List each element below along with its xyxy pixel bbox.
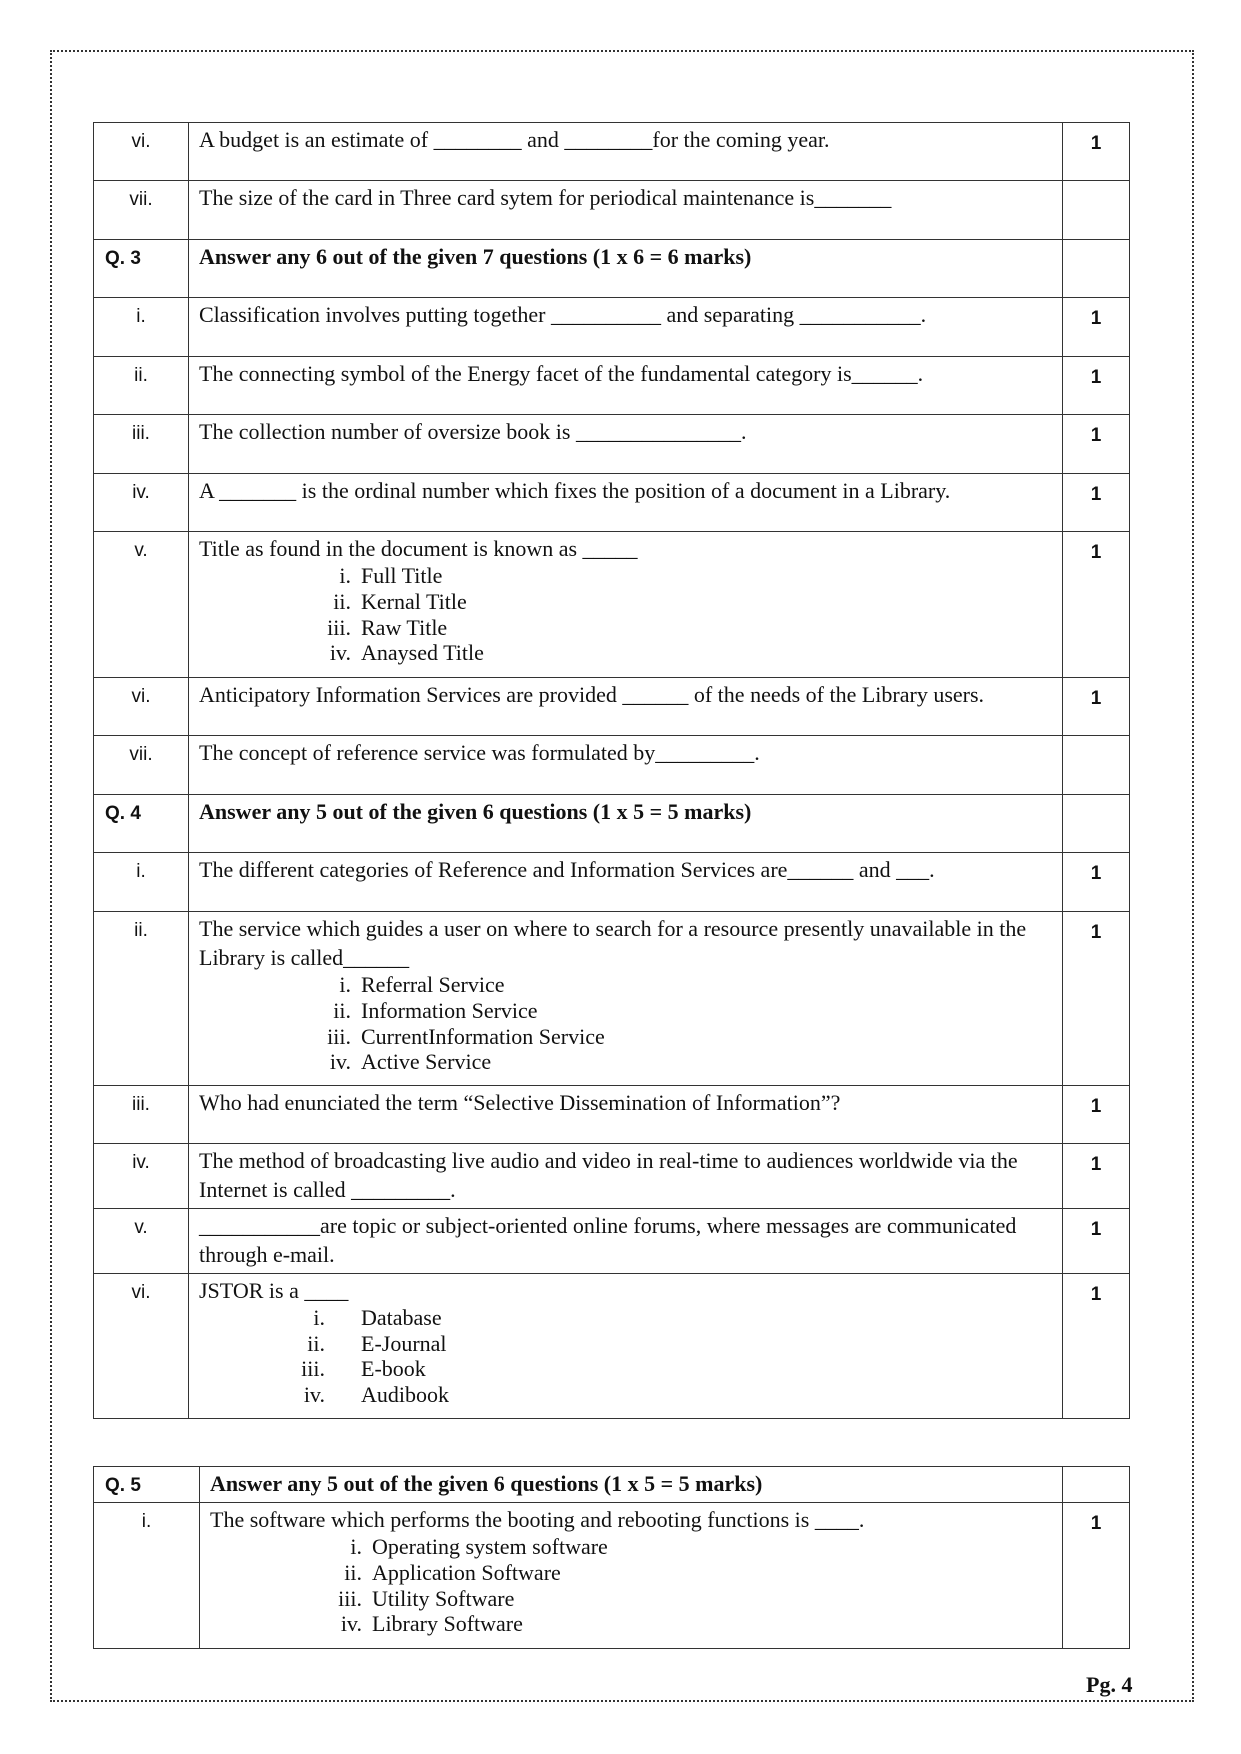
question-row xyxy=(94,474,1130,532)
question-text: Anticipatory Information Services are provided ______ of the needs of the Library users. xyxy=(199,682,985,707)
option-item xyxy=(199,1049,1052,1075)
option-item xyxy=(199,998,1052,1024)
question-number: vii. xyxy=(94,736,189,795)
marks-cell xyxy=(1063,1467,1130,1503)
question-row xyxy=(94,1209,1130,1274)
marks-cell: 1 xyxy=(1063,1209,1130,1274)
question-row xyxy=(94,532,1130,678)
option-text: Kernal Title xyxy=(361,588,467,614)
option-number: iii. xyxy=(327,1023,351,1049)
question-row xyxy=(94,1274,1130,1419)
option-number: ii. xyxy=(333,997,351,1023)
question-number: ii. xyxy=(94,357,189,415)
option-number: iv. xyxy=(329,640,351,666)
marks-cell: 1 xyxy=(1063,1086,1130,1144)
option-text: Application Software xyxy=(372,1559,561,1585)
question-row xyxy=(94,1144,1130,1209)
question-row xyxy=(94,357,1130,415)
question-text-cell xyxy=(189,532,1063,678)
question-text: The connecting symbol of the Energy facet of the fundamental category is______. xyxy=(199,361,924,386)
option-item xyxy=(199,1305,1052,1331)
marks-cell: 1 xyxy=(1063,474,1130,532)
question-number: i. xyxy=(94,298,189,357)
option-text: Anaysed Title xyxy=(361,640,484,666)
question-text: The collection number of oversize book is _______________. xyxy=(199,419,747,444)
option-text: Raw Title xyxy=(361,614,448,640)
question-number: iv. xyxy=(94,1144,189,1209)
question-text-cell xyxy=(189,474,1063,532)
question-number: Q. 4 xyxy=(94,795,189,853)
question-text-cell xyxy=(189,853,1063,912)
question-number: iii. xyxy=(94,1086,189,1144)
question-number: vi. xyxy=(94,1274,189,1419)
question-text: The software which performs the booting and rebooting functions is ____. xyxy=(210,1507,865,1532)
question-number: iv. xyxy=(94,474,189,532)
question-text-cell xyxy=(189,912,1063,1086)
question-text-cell xyxy=(200,1503,1063,1649)
marks-cell: 1 xyxy=(1063,357,1130,415)
question-number: i. xyxy=(94,853,189,912)
question-row xyxy=(94,181,1130,240)
question-text-cell xyxy=(189,678,1063,736)
option-number: iv. xyxy=(303,1381,325,1407)
marks-cell: 1 xyxy=(1063,1503,1130,1649)
option-number: iv. xyxy=(340,1611,362,1637)
question-text: The service which guides a user on where to search for a resource presently unavailable in the Library is called______ xyxy=(199,916,1027,970)
option-text: Database xyxy=(361,1305,442,1330)
question-text: ___________are topic or subject-oriented online forums, where messages are communicated through e-mail. xyxy=(199,1213,1017,1267)
question-number: v. xyxy=(94,1209,189,1274)
option-number: ii. xyxy=(307,1330,325,1356)
option-item xyxy=(199,563,1052,589)
question-row xyxy=(94,415,1130,474)
question-row xyxy=(94,736,1130,795)
option-item xyxy=(199,589,1052,615)
question-text-cell xyxy=(189,1274,1063,1419)
marks-cell: 1 xyxy=(1063,912,1130,1086)
marks-cell xyxy=(1063,795,1130,853)
question-text: A _______ is the ordinal number which fixes the position of a document in a Library. xyxy=(199,478,951,503)
marks-cell xyxy=(1063,240,1130,298)
option-item xyxy=(210,1611,1052,1637)
question-text-cell xyxy=(189,415,1063,474)
marks-cell xyxy=(1063,181,1130,240)
question-number: ii. xyxy=(94,912,189,1086)
options-list xyxy=(210,1534,1052,1637)
section-heading xyxy=(200,1467,1063,1503)
option-item xyxy=(199,972,1052,998)
question-row xyxy=(94,853,1130,912)
section-heading xyxy=(189,240,1063,298)
question-row xyxy=(94,298,1130,357)
option-text: Library Software xyxy=(372,1611,523,1637)
question-text: Title as found in the document is known as _____ xyxy=(199,536,638,561)
option-number: i. xyxy=(350,1534,362,1559)
marks-cell: 1 xyxy=(1063,1274,1130,1419)
question-number: vi. xyxy=(94,123,189,181)
option-number: iii. xyxy=(301,1356,325,1381)
question-table-1 xyxy=(93,122,1130,1419)
option-item xyxy=(199,615,1052,641)
option-text: Full Title xyxy=(361,563,443,588)
option-item xyxy=(210,1534,1052,1560)
question-number: v. xyxy=(94,532,189,678)
question-table-2 xyxy=(93,1466,1130,1649)
option-item xyxy=(199,640,1052,666)
question-text: JSTOR is a ____ xyxy=(199,1278,349,1303)
option-text: E-book xyxy=(361,1356,426,1381)
question-text-cell xyxy=(189,736,1063,795)
question-number: iii. xyxy=(94,415,189,474)
question-number: vi. xyxy=(94,678,189,736)
options-list xyxy=(199,563,1052,666)
question-text: Classification involves putting together __________ and separating ___________. xyxy=(199,302,927,327)
option-text: Operating system software xyxy=(372,1534,608,1559)
option-number: i. xyxy=(339,972,351,997)
option-item xyxy=(199,1356,1052,1382)
marks-cell: 1 xyxy=(1063,298,1130,357)
question-text: Who had enunciated the term “Selective Dissemination of Information”? xyxy=(199,1090,841,1115)
question-number: vii. xyxy=(94,181,189,240)
question-text: The different categories of Reference and Information Services are______ and ___. xyxy=(199,857,935,882)
question-number: Q. 3 xyxy=(94,240,189,298)
marks-cell: 1 xyxy=(1063,532,1130,678)
option-text: Referral Service xyxy=(361,972,505,997)
question-text-cell xyxy=(189,298,1063,357)
option-number: iv. xyxy=(329,1049,351,1075)
marks-cell xyxy=(1063,736,1130,795)
question-text: Answer any 6 out of the given 7 questions (1 x 6 = 6 marks) xyxy=(199,244,752,269)
option-item xyxy=(199,1382,1052,1408)
question-text: The method of broadcasting live audio and video in real-time to audiences worldwide via the Internet is called _________. xyxy=(199,1148,1018,1202)
question-text: A budget is an estimate of ________ and ________for the coming year. xyxy=(199,127,830,152)
page-number: Pg. 4 xyxy=(1086,1672,1133,1697)
question-text-cell xyxy=(189,1086,1063,1144)
option-number: ii. xyxy=(333,588,351,614)
option-number: ii. xyxy=(344,1559,362,1585)
option-item xyxy=(210,1586,1052,1612)
option-item xyxy=(199,1331,1052,1357)
option-text: Active Service xyxy=(361,1049,492,1075)
section-heading xyxy=(189,795,1063,853)
question-number: i. xyxy=(94,1503,200,1649)
option-item xyxy=(199,1024,1052,1050)
marks-cell: 1 xyxy=(1063,1144,1130,1209)
question-row xyxy=(94,678,1130,736)
question-row xyxy=(94,1086,1130,1144)
option-text: CurrentInformation Service xyxy=(361,1023,605,1049)
question-row xyxy=(94,123,1130,181)
option-text: Audibook xyxy=(361,1381,449,1407)
question-text-cell xyxy=(189,1209,1063,1274)
question-row xyxy=(94,912,1130,1086)
question-text: The size of the card in Three card sytem for periodical maintenance is_______ xyxy=(199,185,892,210)
option-text: E-Journal xyxy=(361,1330,447,1356)
question-text-cell xyxy=(189,181,1063,240)
option-text: Utility Software xyxy=(372,1585,515,1611)
question-text-cell xyxy=(189,357,1063,415)
question-text-cell xyxy=(189,123,1063,181)
option-number: iii. xyxy=(327,614,351,640)
question-row xyxy=(94,795,1130,853)
option-number: i. xyxy=(339,563,351,588)
marks-cell: 1 xyxy=(1063,123,1130,181)
marks-cell: 1 xyxy=(1063,415,1130,474)
question-row xyxy=(94,1503,1130,1649)
question-text: Answer any 5 out of the given 6 questions (1 x 5 = 5 marks) xyxy=(210,1471,763,1496)
question-text-cell xyxy=(189,1144,1063,1209)
options-list xyxy=(199,1305,1052,1407)
option-text: Information Service xyxy=(361,997,538,1023)
marks-cell: 1 xyxy=(1063,678,1130,736)
question-text: Answer any 5 out of the given 6 questions (1 x 5 = 5 marks) xyxy=(199,799,752,824)
question-row xyxy=(94,240,1130,298)
option-number: iii. xyxy=(338,1585,362,1611)
options-list xyxy=(199,972,1052,1075)
option-item xyxy=(210,1560,1052,1586)
option-number: i. xyxy=(313,1305,325,1330)
question-number: Q. 5 xyxy=(94,1467,200,1503)
question-text: The concept of reference service was formulated by_________. xyxy=(199,740,760,765)
question-row xyxy=(94,1467,1130,1503)
marks-cell: 1 xyxy=(1063,853,1130,912)
